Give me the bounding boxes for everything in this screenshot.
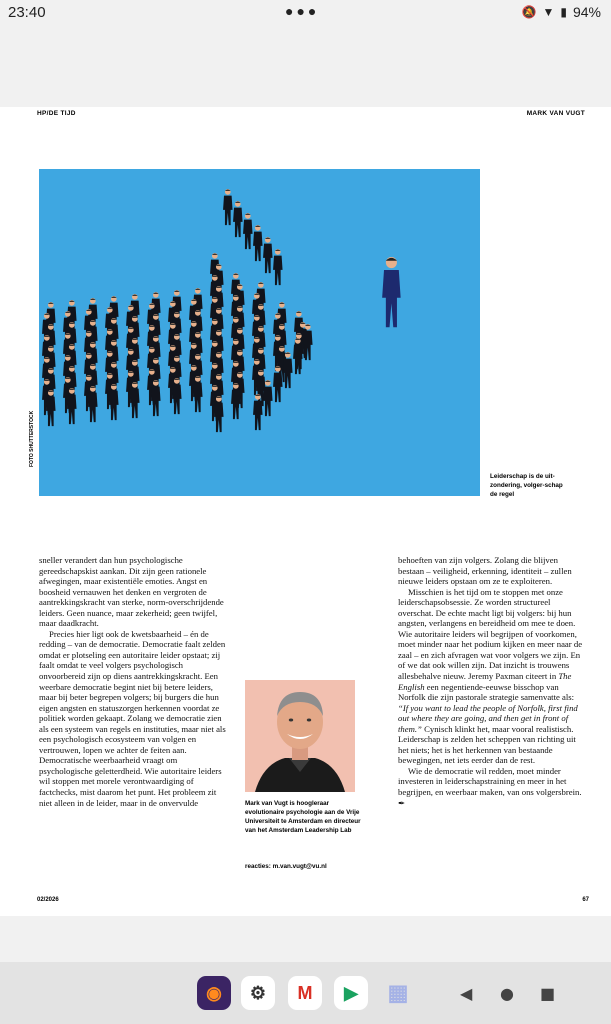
figure (263, 237, 273, 273)
settings-icon[interactable]: ⚙ (241, 976, 275, 1010)
wifi-icon: ▼ (542, 5, 555, 19)
article-column-right (398, 555, 586, 808)
photo-credit: FOTO SHUTTERSTOCK (29, 410, 35, 467)
recents-icon[interactable]: ■ (540, 984, 556, 1003)
navigation-bar (0, 962, 611, 1024)
magazine-page[interactable] (0, 107, 611, 916)
battery-icon: ▮ (560, 5, 567, 19)
end-mark-icon: ✒ (398, 797, 406, 808)
status-bar (0, 0, 611, 26)
back-icon[interactable]: ◀ (460, 984, 473, 1003)
article-photo (39, 169, 480, 496)
page-number: 67 (582, 897, 589, 903)
author-bio: Mark van Vugt is hoogleraar evolutionaire psychologie aan de Vrije Universiteit te Amsterdam en directeur van het Amsterdam Leadership Lab (245, 800, 361, 834)
author-portrait (245, 680, 355, 792)
figure (253, 394, 262, 430)
author-header: MARK VAN VUGT (526, 110, 585, 117)
status-icons (522, 4, 601, 20)
figure (382, 257, 401, 327)
clock: 23:40 (8, 4, 46, 21)
figure (233, 201, 243, 237)
firefox-icon[interactable]: ◉ (197, 976, 231, 1010)
figure (273, 249, 283, 285)
overflow-dots-icon[interactable]: ●●● (285, 3, 320, 19)
paragraph: Precies hier ligt ook de kwetsbaarheid – én de redding – van de democratie. Democratie faalt zelden omdat er plotseling een autoritaire leider opstaat; zij faalt omdat te veel volgers psychologisch onvoorbereid zijn op diens aantrekkingskracht. Een weerbare democratie begint niet bij betere leiders, maar bij beter begrepen volgers; bij burgers die hun eigen angsten en statuszorgen herkennen voordat ze politiek worden gekaapt. Zolang we democratie zien als een systeem van regels en instituties, maar niet als een psychologisch ecosysteem van volgen en vertrouwen, lopen we achter de feiten aan. Democratische weerbaarheid vraagt om psychologische geletterdheid. Wie autoritaire leiders wil stoppen met morele verontwaardiging of factchecks, mist daarom het punt. Het probleem zit niet alleen in de leider, maar in de onvervulde (39, 628, 226, 808)
section-header: HP/DE TIJD (37, 110, 76, 117)
figure (223, 189, 233, 225)
battery-level: 94% (572, 4, 601, 20)
paragraph: behoeften van zijn volgers. Zolang die blijven bestaan – veiligheid, erkenning, identiteit – zullen nieuwe leiders opstaan om ze te exploiteren. (398, 555, 572, 587)
article-column-left (39, 555, 229, 808)
author-email[interactable]: reacties: m.van.vugt@vu.nl (245, 863, 327, 870)
paragraph: sneller verandert dan hun psychologische gereedschapskist aankan. Dit zijn geen rationele afwegingen, maar existentiële emoties. Angst en boosheid vernauwen het denken en vergroten de aantrekkingskracht van sterke, norm-overschrijdende leiders. Geen nuance, maar zekerheid; geen twijfel, maar daadkracht. (39, 555, 224, 629)
portrait-illustration (245, 680, 355, 792)
app-drawer-icon[interactable]: ▦ (387, 980, 409, 1005)
book-title: The English (398, 671, 572, 692)
crowd-illustration (39, 169, 480, 496)
home-icon[interactable]: ● (500, 984, 514, 1003)
notifications-off-icon: 🔕 (521, 5, 537, 19)
figure (253, 225, 262, 261)
play-store-icon[interactable]: ▶ (334, 976, 368, 1010)
paragraph: Misschien is het tijd om te stoppen met onze leiderschapsobsessie. Ze worden structureel overschat. De echte macht ligt bij volgers: bij hun angsten, verlangens en bereidheid om mee te doen. Wie autoritaire leiders wil begrijpen of voorkomen, moet minder naar het podium kijken en meer naar de zaal – en zich afvragen wat voor volgers we zijn. En of we dat ook willen zijn. Dat inzicht is trouwens allesbehalve nieuw. Jeremy Paxman citeert in The English een negentiende-eeuwse bisschop van Norfolk die zijn pastorale strategie samenvatte als: “If you want to lead the people of Norfolk, first find out where they are going, and then get in front of them.” Cynisch klinkt het, maar vooral realistisch. Leiderschap is zelden het scheppen van richting uit het niets; het is het herkennen van bestaande bewegingen, net iets eerder dan de rest. (398, 586, 583, 766)
figure (243, 213, 253, 249)
issue-number: 02/2026 (37, 897, 59, 903)
photo-caption: Leiderschap is de uit-zondering, volger-schap de regel (490, 473, 563, 498)
gmail-icon[interactable]: M (288, 976, 322, 1010)
quote: “If you want to lead the people of Norfolk, first find out where they are going, and then get in front of them.” (398, 702, 578, 734)
paragraph: Wie de democratie wil redden, moet minder investeren in leiderschapstraining en meer in het begrijpen, en weerbaar maken, van ons volgersbrein. ✒ (398, 765, 582, 808)
